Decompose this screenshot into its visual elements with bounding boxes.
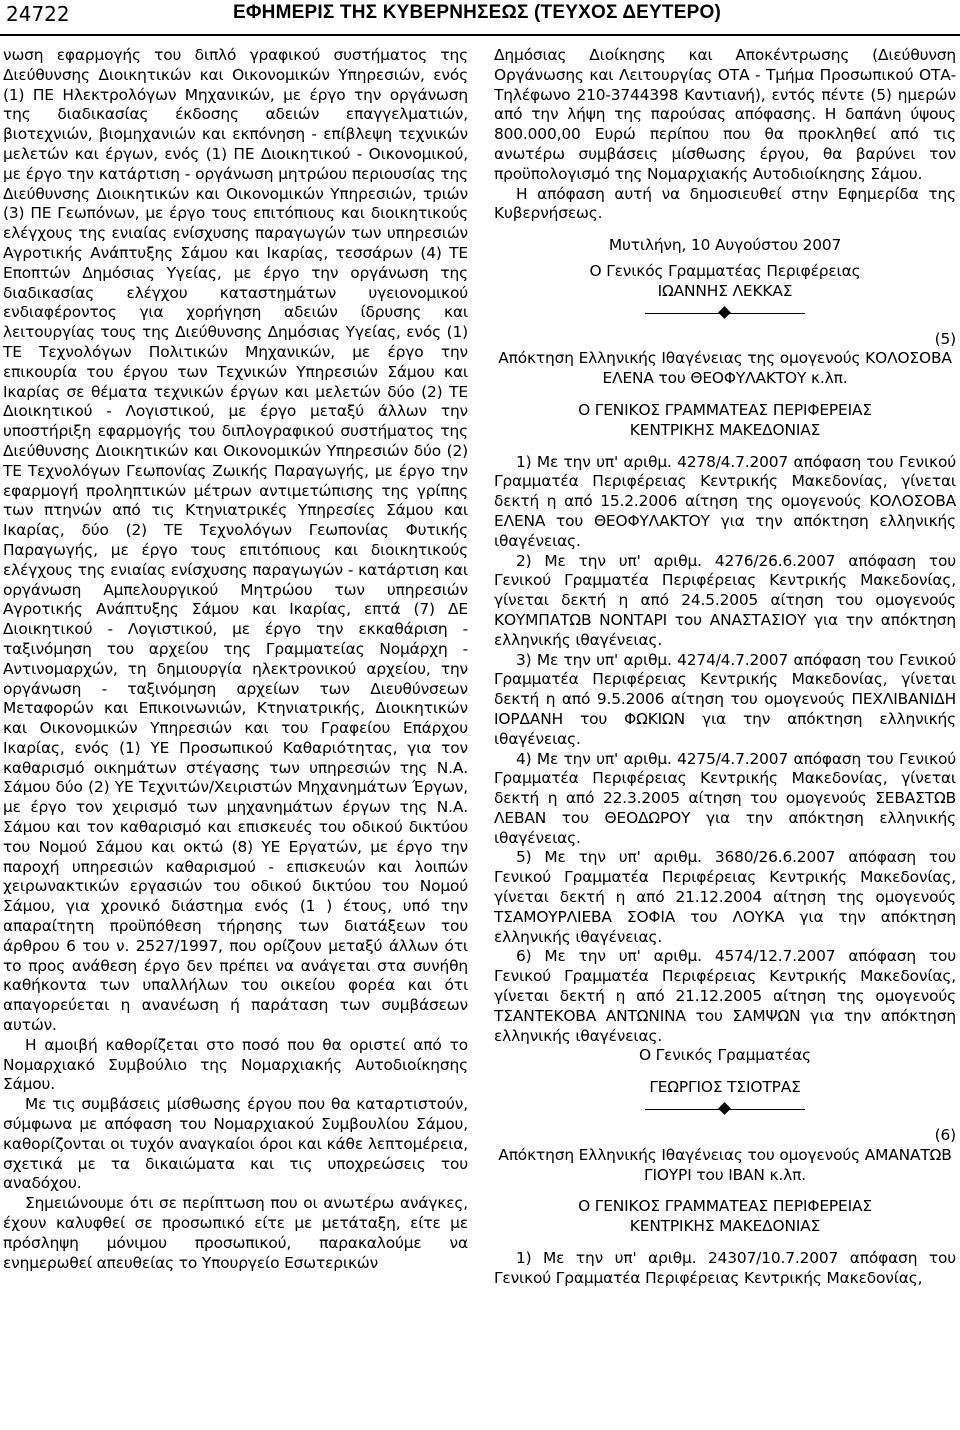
section-number-6: (6) bbox=[934, 1126, 956, 1145]
right-column bbox=[494, 46, 956, 1289]
signer-title-2: Ο Γενικός Γραμματέας bbox=[638, 1046, 812, 1065]
header-rule bbox=[0, 34, 960, 36]
page-number: 24722 bbox=[6, 2, 70, 26]
left-paragraph-4: Σημειώνουμε ότι σε περίπτωση που οι ανωτέρω ανάγκες, έχουν καλυφθεί σε προσωπικό είτε με μετάταξη, είτε με πρόσληψη μόνιμου προσωπικού, παρακαλούμε να ενημερωθεί απευθείας το Υπουργείο Εσωτερικών bbox=[3, 1194, 468, 1272]
section-divider-2 bbox=[645, 1104, 805, 1116]
left-paragraph-3: Με τις συμβάσεις μίσθωσης έργου που θα καταρτιστούν, σύμφωνα με απόφαση του Νομαρχιακού Συμβουλίου Σάμου, καθορίζονται οι τυχόν αναγκαίοι όροι και κάθε λεπτομέρεια, σχετικά με τα δικαιώματα και τις υποχρεώσεις του αναδόχου. bbox=[3, 1095, 468, 1193]
authority-title-b1: Ο ΓΕΝΙΚΟΣ ΓΡΑΜΜΑΤΕΑΣ ΠΕΡΙΦΕΡΕΙΑΣ bbox=[578, 1197, 872, 1216]
section-heading-6: Απόκτηση Ελληνικής Ιθαγένειας του ομογενούς ΑΜΑΝΑΤΩΒ ΓΙΟΥΡΙ του ΙΒΑΝ κ.λπ. bbox=[498, 1145, 952, 1184]
journal-title: ΕΦΗΜΕΡΙΣ ΤΗΣ ΚΥΒΕΡΝΗΣΕΩΣ (ΤΕΥΧΟΣ ΔΕΥΤΕΡΟ) bbox=[233, 2, 721, 23]
left-paragraph-2: Η αμοιβή καθορίζεται στο ποσό που θα οριστεί από το Νομαρχιακό Συμβούλιο της Νομαρχιακής Αυτοδιοίκησης Σάμου. bbox=[3, 1035, 468, 1094]
left-paragraph-1: νωση εφαρμογής του διπλό γραφικού συστήματος της Διεύθυνσης Διοικητικών και Οικονομικών Υπηρεσιών, ενός (1) ΠΕ Ηλεκτρολόγων Μηχανικών, με έργο την οργάνωση της διαδικασίας έκδοσης αδειών επαγγελματιών, βιοτεχνιών, βιομηχανιών και εκπόνηση - επίβλεψη τεχνικών μελετών και έργων, ενός (1) ΠΕ Διοικητικού - Οικονομικού, με έργο την κατάρτιση - οργάνωση μητρώου περιουσίας της Διεύθυνσης Διοικητικών και Οικονομικών Υπηρεσιών, τριών (3) ΠΕ Γεωπόνων, με έργο τους επιτόπιους και διοικητικούς ελέγχους της ενιαίας ενίσχυσης παραγωγών των υπηρεσιών Αγροτικής Ανάπτυξης Σάμου και Ικαρίας, τεσσάρων (4) ΤΕ Εποπτών Δημόσιας Υγείας, με έργο την οργάνωση της διαδικασίας ελέγχου καταστημάτων υγειονομικού ενδιαφέροντος για χορήγηση αδειών ίδρυσης και λειτουργίας τους της Διεύθυνσης Δημόσιας Υγείας, ενός (1) ΤΕ Τεχνολόγων Πολιτικών Μηχανικών, με έργο την επικουρία του έργου των Τεχνικών Υπηρεσιών Σάμου και Ικαρίας σε θέματα τεχνικών έργων και μελετών δύο (2) ΤΕ Διοικητικού - Λογιστικού, με έργο μεταξύ άλλων την υποστήριξη εφαρμογής του διπλογραφικού συστήματος της Διεύθυνσης Διοικητικών και Οικονομικών Υπηρεσιών δύο (2) ΤΕ Τεχνολόγων Γεωπονίας Ζωικής Παραγωγής, με έργο την εφαρμογή προληπτικών μέτρων αντιμετώπισης της γρίπης των πτηνών από τις Κτηνιατρικές Υπηρεσίες Σάμου και Ικαρίας, δύο (2) ΤΕ Τεχνολόγων Γεωπονίας Φυτικής Παραγωγής, με έργο τους επιτόπιους και διοικητικούς ελέγχους της ενιαίας ενίσχυσης παραγωγών - κατάρτιση και οργάνωση Αμπελουργικού Μητρώου των υπηρεσιών Αγροτικής Ανάπτυξης Σάμου και Ικαρίας, επτά (7) ΔΕ Διοικητικού - Λογιστικού, με έργο την εκκαθάριση - ταξινόμηση του αρχείου της Γραμματείας Νομάρχη - Αντινομαρχών, τη δημιουργία ηλεκτρονικού αρχείου, την οργάνωση - ταξινόμηση αρχείων των Διευθύνσεων Μεταφορών και Επικοινωνιών, Κτηνιατρικής, Διοικητικών και Οικονομικών Υπηρεσιών και του Γραφείου Επάρχου Ικαρίας, ενός (1) ΥΕ Προσωπικού Καθαριότητας, για τον καθαρισμό οικημάτων στέγασης των υπηρεσιών της Ν.Α. Σάμου δύο (2) ΥΕ Τεχνιτών/Χειριστών Μηχανημάτων Έργων, με έργο τον χειρισμό των μηχανημάτων έργων της Ν.Α. Σάμου και τον καθαρισμό και επισκευές του οδικού δικτύου του Νομού Σάμου και οκτώ (8) ΥΕ Εργατών, με έργο την παροχή υπηρεσιών καθαρισμού - επισκευών και λοιπών χειρωνακτικών εργασιών του οδικού δικτύου του Νομού Σάμου, για χρονικό διάστημα ενός (1 ) έτους, υπό την απαραίτητη προϋπόθεση τήρησης των διατάξεων του άρθρου 6 του ν. 2527/1997, που ορίζουν μεταξύ άλλων ότι το προς ανάθεση έργο δεν πρέπει να ανάγεται στα συνήθη καθήκοντα των υπαλλήλων του οικείου φορέα και ότι απαγορεύεται η ανανέωση ή παράταση των συμβάσεων αυτών. bbox=[3, 46, 468, 1035]
authority-title-a1: Ο ΓΕΝΙΚΟΣ ΓΡΑΜΜΑΤΕΑΣ ΠΕΡΙΦΕΡΕΙΑΣ bbox=[578, 400, 872, 419]
decision-item-2: 2) Με την υπ' αριθμ. 4276/26.6.2007 απόφαση του Γενικού Γραμματέα Περιφέρειας Κεντρικής Μακεδονίας, γίνεται δεκτή η από 24.5.2005 αίτηση του ομογενούς ΚΟΥΜΠΑΤΩΒ ΝΟΝΤΑΡΙ του ΑΝΑΣΤΑΣΙΟΥ για την απόκτηση ελληνικής ιθαγένειας. bbox=[494, 551, 956, 649]
section-heading-5: Απόκτηση Ελληνικής Ιθαγένειας της ομογενούς ΚΟΛΟΣΟΒΑ ΕΛΕΝΑ του ΘΕΟΦΥΛΑΚΤΟΥ κ.λπ. bbox=[498, 349, 952, 388]
decision-item-5: 5) Με την υπ' αριθμ. 3680/26.6.2007 απόφαση του Γενικού Γραμματέα Περιφέρειας Κεντρικής Μακεδονίας, γίνεται δεκτή η από 21.12.2004 αίτηση της ομογενούς ΤΣΑΜΟΥΡΛΙΕΒΑ ΣΟΦΙΑ του ΛΟΥΚΑ για την απόκτηση ελληνικής ιθαγένειας. bbox=[494, 848, 956, 946]
diamond-icon bbox=[718, 1102, 731, 1115]
authority-title-b2: ΚΕΝΤΡΙΚΗΣ ΜΑΚΕΔΟΝΙΑΣ bbox=[629, 1217, 821, 1236]
left-column bbox=[3, 46, 468, 1273]
decision-item-3: 3) Με την υπ' αριθμ. 4274/4.7.2007 απόφαση του Γενικού Γραμματέα Περιφέρειας Κεντρικής Μακεδονίας, γίνεται δεκτή η από 9.5.2006 αίτηση του ομογενούς ΠΕΧΛΙΒΑΝΙΔΗ ΙΟΡΔΑΝΗ του ΦΩΚΙΩΝ για την απόκτηση ελληνικής ιθαγένειας. bbox=[494, 650, 956, 748]
page-header bbox=[0, 0, 960, 36]
decision-item-6: 6) Με την υπ' αριθμ. 4574/12.7.2007 απόφαση του Γενικού Γραμματέα Περιφέρειας Κεντρικής Μακεδονίας, γίνεται δεκτή η από 21.12.2005 αίτηση της ομογενούς ΤΣΑΝΤΕΚΟΒΑ ΑΝΤΩΝΙΝΑ του ΣΑΜΨΩΝ για την απόκτηση ελληνικής ιθαγένειας. bbox=[494, 947, 956, 1045]
section-number-5: (5) bbox=[934, 329, 956, 348]
decision-item-7: 1) Με την υπ' αριθμ. 24307/10.7.2007 απόφαση του Γενικού Γραμματέα Περιφέρειας Κεντρικής Μακεδονίας, bbox=[494, 1249, 956, 1287]
decision-item-4: 4) Με την υπ' αριθμ. 4275/4.7.2007 απόφαση του Γενικού Γραμματέα Περιφέρειας Κεντρικής Μακεδονίας, γίνεται δεκτή η από 22.3.2005 αίτηση του ομογενούς ΣΕΒΑΣΤΩΒ ΛΕΒΑΝ του ΘΕΟΔΩΡΟΥ για την απόκτηση ελληνικής ιθαγένειας. bbox=[494, 749, 956, 847]
section-divider-1 bbox=[645, 308, 805, 320]
right-paragraph-1: Δημόσιας Διοίκησης και Αποκέντρωσης (Διεύθυνση Οργάνωσης και Λειτουργίας ΟΤΑ - Τμήμα Προσωπικού ΟΤΑ- Τηλέφωνο 210-3744398 Καντιανή), εντός πέντε (5) ημερών από την λήψη της παρούσας απόφασης. Η δαπάνη ύψους 800.000,00 Ευρώ περίπου που θα προκληθεί από τις ανωτέρω συμβάσεις μίσθωσης έργου, θα βαρύνει τον προϋπολογισμό της Νομαρχιακής Αυτοδιοίκησης Σάμου. bbox=[494, 46, 956, 183]
signer-name-1: ΙΩΑΝΝΗΣ ΛΕΚΚΑΣ bbox=[657, 281, 793, 300]
place-date: Μυτιλήνη, 10 Αυγούστου 2007 bbox=[608, 236, 842, 255]
decision-item-1: 1) Με την υπ' αριθμ. 4278/4.7.2007 απόφαση του Γενικού Γραμματέα Περιφέρειας Κεντρικής Μακεδονίας, γίνεται δεκτή η από 15.2.2006 αίτηση της ομογενούς ΚΟΛΟΣΟΒΑ ΕΛΕΝΑ του ΘΕΟΦΥΛΑΚΤΟΥ για την απόκτηση ελληνικής ιθαγένειας. bbox=[494, 452, 956, 550]
diamond-icon bbox=[718, 306, 731, 319]
signer-name-2: ΓΕΩΡΓΙΟΣ ΤΣΙΟΤΡΑΣ bbox=[649, 1078, 801, 1097]
signer-title-1: Ο Γενικός Γραμματέας Περιφέρειας bbox=[589, 261, 861, 280]
authority-title-a2: ΚΕΝΤΡΙΚΗΣ ΜΑΚΕΔΟΝΙΑΣ bbox=[629, 420, 821, 439]
right-paragraph-2: Η απόφαση αυτή να δημοσιευθεί στην Εφημερίδα της Κυβερνήσεως. bbox=[494, 184, 956, 223]
